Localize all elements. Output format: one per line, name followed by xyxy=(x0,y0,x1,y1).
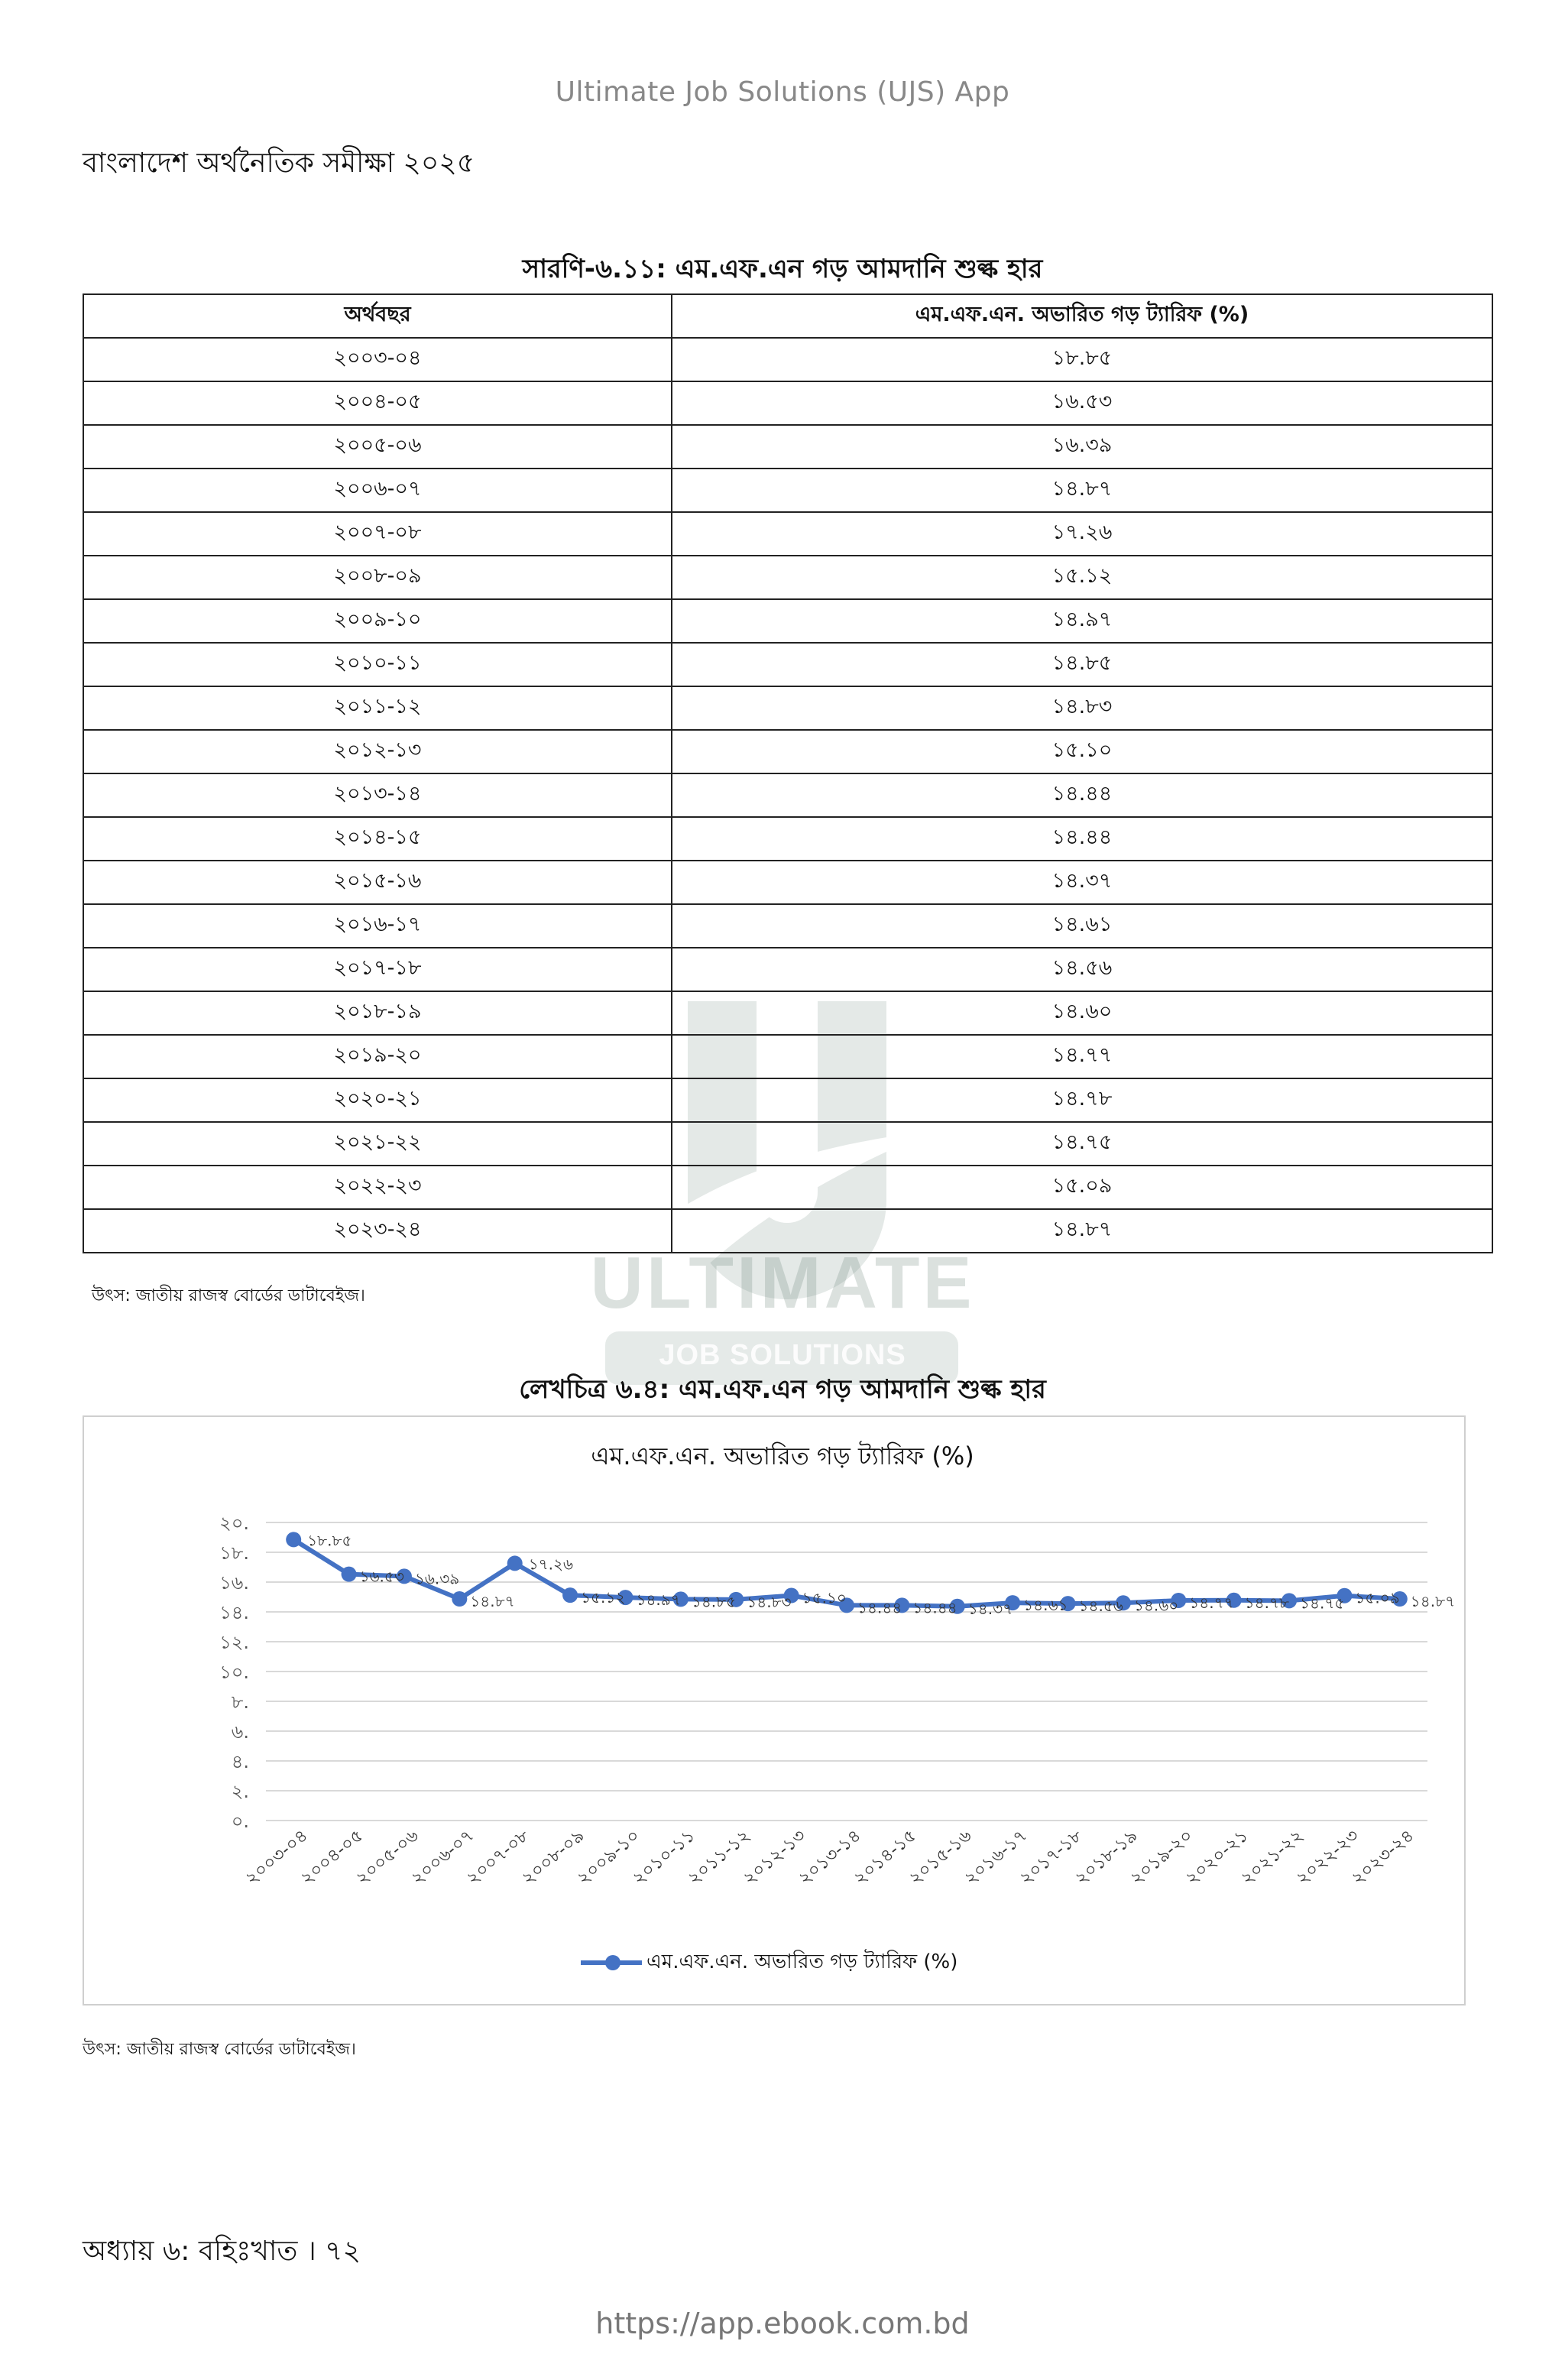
x-tick-label: ২০০৬-০৭ xyxy=(407,1825,478,1889)
y-tick-label: ২০. xyxy=(219,1513,249,1534)
x-tick-label: ২০২০-২১ xyxy=(1181,1825,1252,1889)
cell-tariff: ১৪.৮৭ xyxy=(672,1209,1492,1253)
tariff-table xyxy=(83,293,1493,1253)
x-tick-label: ২০০৮-০৯ xyxy=(518,1825,588,1889)
cell-tariff: ১৭.২৬ xyxy=(672,512,1492,556)
x-tick-label: ২০২৩-২৪ xyxy=(1347,1825,1418,1889)
table-row xyxy=(83,948,1492,991)
cell-tariff: ১৪.৮৫ xyxy=(672,643,1492,686)
cell-year: ২০০৭-০৮ xyxy=(83,512,672,556)
x-tick-label: ২০১৫-১৬ xyxy=(905,1825,976,1889)
data-label: ১৪.৫৬ xyxy=(1078,1597,1123,1616)
chart-source-note: উৎস: জাতীয় রাজস্ব বোর্ডের ডাটাবেইজ। xyxy=(83,2040,356,2059)
data-point xyxy=(562,1587,578,1603)
data-label: ১৮.৮৫ xyxy=(307,1531,352,1550)
chart-title: এম.এফ.এন. অভারিত গড় ট্যারিফ (%) xyxy=(591,1441,974,1470)
cell-year: ২০১০-১১ xyxy=(83,643,672,686)
cell-year: ২০১৯-২০ xyxy=(83,1035,672,1078)
cell-year: ২০১১-১২ xyxy=(83,686,672,730)
x-tick-label: ২০২২-২৩ xyxy=(1292,1825,1363,1889)
x-tick-label: ২০১৮-১৯ xyxy=(1071,1825,1142,1889)
legend-marker xyxy=(581,1960,642,1965)
cell-tariff: ১৪.৯৭ xyxy=(672,599,1492,643)
table-row xyxy=(83,1209,1492,1253)
cell-tariff: ১৪.৭৮ xyxy=(672,1078,1492,1122)
cell-tariff: ১৪.৭৭ xyxy=(672,1035,1492,1078)
cell-year: ২০১২-১৩ xyxy=(83,730,672,773)
data-label: ১৫.১২ xyxy=(581,1588,626,1607)
table-row xyxy=(83,599,1492,643)
cell-tariff: ১৮.৮৫ xyxy=(672,338,1492,381)
x-tick-label: ২০১৭-১৮ xyxy=(1016,1825,1087,1889)
y-tick-label: ১২. xyxy=(219,1632,249,1653)
cell-tariff: ১৪.৮৩ xyxy=(672,686,1492,730)
table-row xyxy=(83,861,1492,904)
cell-year: ২০১৬-১৭ xyxy=(83,904,672,948)
table-row xyxy=(83,1166,1492,1209)
table-row xyxy=(83,904,1492,948)
cell-year: ২০০৮-০৯ xyxy=(83,556,672,599)
cell-tariff: ১৪.৪৪ xyxy=(672,773,1492,817)
table-title: সারণি-৬.১১: এম.এফ.এন গড় আমদানি শুল্ক হার xyxy=(522,254,1043,284)
y-tick-label: ৮. xyxy=(231,1691,249,1713)
cell-year: ২০১৪-১৫ xyxy=(83,817,672,861)
footer-url: https://app.ebook.com.bd xyxy=(595,2307,970,2340)
cell-tariff: ১৫.১২ xyxy=(672,556,1492,599)
table-row xyxy=(83,512,1492,556)
data-point xyxy=(507,1555,523,1571)
data-label: ১৪.৬০ xyxy=(1133,1596,1179,1615)
data-label: ১৪.৩৭ xyxy=(967,1599,1013,1618)
table-row xyxy=(83,817,1492,861)
data-label: ১৪.৭৭ xyxy=(1189,1593,1234,1612)
data-point xyxy=(452,1591,467,1607)
cell-tariff: ১৪.৩৭ xyxy=(672,861,1492,904)
data-label: ১৭.২৬ xyxy=(528,1555,574,1574)
cell-year: ২০১৮-১৯ xyxy=(83,991,672,1035)
table-source-note: উৎস: জাতীয় রাজস্ব বোর্ডের ডাটাবেইজ। xyxy=(92,1286,365,1305)
data-point xyxy=(342,1567,357,1582)
x-tick-label: ২০১৯-২০ xyxy=(1126,1825,1197,1889)
data-label: ১৬.৩৯ xyxy=(414,1569,460,1588)
x-tick-label: ২০১৬-১৭ xyxy=(961,1825,1031,1889)
cell-year: ২০২১-২২ xyxy=(83,1122,672,1166)
cell-year: ২০০৯-১০ xyxy=(83,599,672,643)
x-tick-label: ২০০৫-০৬ xyxy=(352,1825,423,1889)
cell-tariff: ১৪.৬০ xyxy=(672,991,1492,1035)
data-label: ১৪.৮৫ xyxy=(691,1592,737,1611)
y-tick-label: ৪. xyxy=(231,1751,249,1772)
cell-tariff: ১৪.৬১ xyxy=(672,904,1492,948)
cell-tariff: ১৫.১০ xyxy=(672,730,1492,773)
table-row xyxy=(83,556,1492,599)
data-label: ১৪.৭৫ xyxy=(1300,1594,1345,1613)
data-label: ১৪.৯৭ xyxy=(636,1590,681,1610)
table-row xyxy=(83,338,1492,381)
cell-year: ২০১৩-১৪ xyxy=(83,773,672,817)
data-label: ১৪.৭৮ xyxy=(1244,1593,1289,1612)
x-tick-label: ২০১১-১২ xyxy=(684,1825,755,1889)
data-label: ১৪.৮৭ xyxy=(1410,1592,1456,1611)
data-point xyxy=(286,1532,301,1547)
x-tick-label: ২০০৪-০৫ xyxy=(296,1825,368,1889)
data-label: ১৬.৫৩ xyxy=(359,1567,404,1586)
table-row xyxy=(83,1078,1492,1122)
line-chart xyxy=(83,1498,1466,1941)
x-tick-label: ২০০৭-০৮ xyxy=(462,1825,533,1889)
table-row xyxy=(83,425,1492,469)
column-header-fiscal-year: অর্থবছর xyxy=(83,294,672,338)
chart-legend xyxy=(581,1946,957,1980)
x-tick-label: ২০২১-২২ xyxy=(1237,1825,1307,1889)
column-header-tariff: এম.এফ.এন. অভারিত গড় ট্যারিফ (%) xyxy=(672,294,1492,338)
cell-year: ২০১৭-১৮ xyxy=(83,948,672,991)
data-label: ১৫.১০ xyxy=(802,1588,847,1607)
watermark-text: ULTIMATE xyxy=(590,1242,975,1324)
cell-year: ২০২২-২৩ xyxy=(83,1166,672,1209)
y-tick-label: ৬. xyxy=(231,1721,249,1743)
table-row xyxy=(83,1122,1492,1166)
y-tick-label: ১৬. xyxy=(219,1572,249,1594)
x-tick-label: ২০১২-১৩ xyxy=(739,1825,810,1889)
cell-tariff: ১৬.৫৩ xyxy=(672,381,1492,425)
y-tick-label: ১০. xyxy=(219,1662,249,1683)
table-row xyxy=(83,381,1492,425)
x-tick-label: ২০০৯-১০ xyxy=(573,1825,644,1889)
table-row xyxy=(83,1035,1492,1078)
table-row xyxy=(83,643,1492,686)
data-label: ১৪.৮৭ xyxy=(470,1592,515,1611)
cell-year: ২০০৫-০৬ xyxy=(83,425,672,469)
cell-year: ২০১৫-১৬ xyxy=(83,861,672,904)
table-header-row xyxy=(83,294,1492,338)
chapter-footer: অধ্যায় ৬: বহিঃখাত । ৭২ xyxy=(83,2236,361,2267)
chart-caption: লেখচিত্র ৬.৪: এম.এফ.এন গড় আমদানি শুল্ক হার xyxy=(519,1374,1046,1405)
legend-label: এম.এফ.এন. অভারিত গড় ট্যারিফ (%) xyxy=(646,1950,958,1973)
table-row xyxy=(83,469,1492,512)
cell-year: ২০০৬-০৭ xyxy=(83,469,672,512)
y-tick-label: ১৪. xyxy=(219,1602,249,1623)
cell-tariff: ১৪.৭৫ xyxy=(672,1122,1492,1166)
cell-tariff: ১৪.৮৭ xyxy=(672,469,1492,512)
cell-tariff: ১৪.৪৪ xyxy=(672,817,1492,861)
watermark-subtext: JOB SOLUTIONS xyxy=(659,1339,906,1371)
data-label: ১৪.৪৪ xyxy=(912,1598,957,1617)
x-tick-label: ২০০৩-০৪ xyxy=(241,1825,313,1889)
cell-tariff: ১৬.৩৯ xyxy=(672,425,1492,469)
data-label: ১৪.৬১ xyxy=(1023,1596,1068,1615)
document-title: বাংলাদেশ অর্থনৈতিক সমীক্ষা ২০২৫ xyxy=(83,148,475,179)
cell-tariff: ১৫.০৯ xyxy=(672,1166,1492,1209)
y-tick-label: ০. xyxy=(231,1811,249,1832)
y-tick-label: ২. xyxy=(231,1781,249,1802)
cell-year: ২০০৪-০৫ xyxy=(83,381,672,425)
data-label: ১৪.৮৩ xyxy=(747,1592,792,1611)
x-tick-label: ২০১০-১১ xyxy=(628,1825,699,1889)
cell-tariff: ১৪.৫৬ xyxy=(672,948,1492,991)
cell-year: ২০২৩-২৪ xyxy=(83,1209,672,1253)
app-header: Ultimate Job Solutions (UJS) App xyxy=(555,76,1010,108)
x-tick-label: ২০১৪-১৫ xyxy=(850,1825,921,1889)
table-row xyxy=(83,773,1492,817)
y-tick-label: ১৮. xyxy=(219,1542,249,1564)
table-row xyxy=(83,730,1492,773)
cell-year: ২০০৩-০৪ xyxy=(83,338,672,381)
data-label: ১৫.০৯ xyxy=(1355,1588,1400,1607)
data-label: ১৪.৪৪ xyxy=(857,1598,902,1617)
x-tick-label: ২০১৩-১৪ xyxy=(795,1825,865,1889)
table-row xyxy=(83,686,1492,730)
cell-year: ২০২০-২১ xyxy=(83,1078,672,1122)
table-row xyxy=(83,991,1492,1035)
